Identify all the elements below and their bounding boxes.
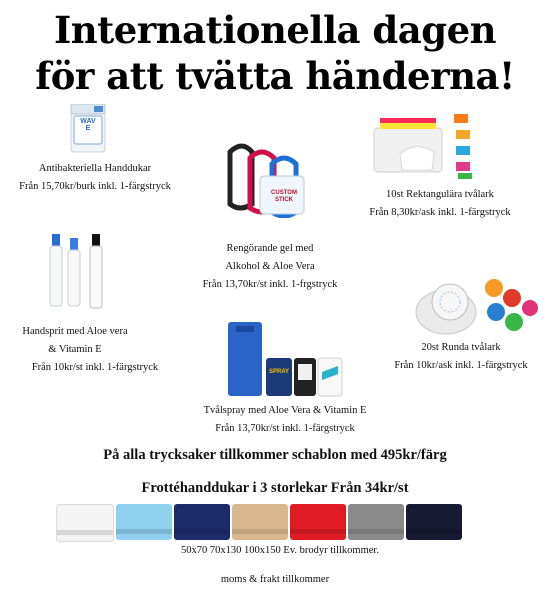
footer-vat-shipping: moms & frakt tillkommer [220, 574, 330, 585]
product-name-round-sheets: 20st Runda tvålark [421, 342, 501, 353]
product-price-soap-spray: Från 13,70kr/st inkl. 1-färgstryck [215, 423, 355, 434]
hand-gel-image [222, 142, 312, 218]
product-price-round-sheets: Från 10kr/ask inkl. 1-färgstryck [394, 360, 528, 371]
product-name-rect-sheets: 10st Rektangulära tvålark [386, 189, 494, 200]
towels-heading: Frottéhanddukar i 3 storlekar Från 34kr/st [141, 480, 409, 496]
soap-spray-cards-image [228, 322, 358, 398]
round-soap-sheets-image [412, 276, 540, 338]
hand-sanitizer-pens-image [44, 232, 112, 310]
wave-container-image [70, 104, 106, 154]
wave-brand-label: WAVE [80, 118, 96, 132]
product-name-spray-pen-line-2: & Vitamin E [48, 344, 102, 355]
product-name-gel-line-2: Alkohol & Aloe Vera [225, 261, 315, 272]
product-price-antibacterial: Från 15,70kr/burk inkl. 1-färgstryck [19, 181, 171, 192]
product-name-antibacterial: Antibakteriella Handdukar [38, 163, 152, 174]
towel-sizes: 50x70 70x130 100x150 Ev. brodyr tillkommer. [181, 545, 379, 556]
towel-swatch-white [56, 504, 114, 542]
page-title-line-1: Internationella dagen [53, 8, 497, 52]
gel-label-line-2: STICK [275, 197, 293, 203]
towel-swatch-red [290, 504, 346, 540]
product-name-gel-line-1: Rengörande gel med [226, 243, 314, 254]
gel-label-line-1: CUSTOM [271, 190, 297, 196]
towel-swatch-light-blue [116, 504, 172, 540]
towel-swatch-grey [348, 504, 404, 540]
spray-card-brand-label: SPRAY [268, 369, 290, 375]
product-name-soap-spray: Tvålspray med Aloe Vera & Vitamin E [203, 405, 367, 416]
product-price-gel: Från 13,70kr/st inkl. 1-frgstryck [202, 279, 338, 290]
product-price-spray-pen: Från 10kr/st inkl. 1-färgstryck [31, 362, 159, 373]
stencil-fee-notice: På alla trycksaker tillkommer schablon med 495kr/färg [103, 447, 447, 463]
towel-swatch-beige [232, 504, 288, 540]
soap-sheets-image [372, 110, 478, 180]
page-title-line-2: för att tvätta händerna! [35, 54, 515, 98]
towel-swatch-black [406, 504, 462, 540]
product-price-rect-sheets: Från 8,30kr/ask inkl. 1-färgstryck [369, 207, 511, 218]
towel-swatch-navy [174, 504, 230, 540]
product-name-spray-pen-line-1: Handsprit med Aloe vera [22, 326, 128, 337]
